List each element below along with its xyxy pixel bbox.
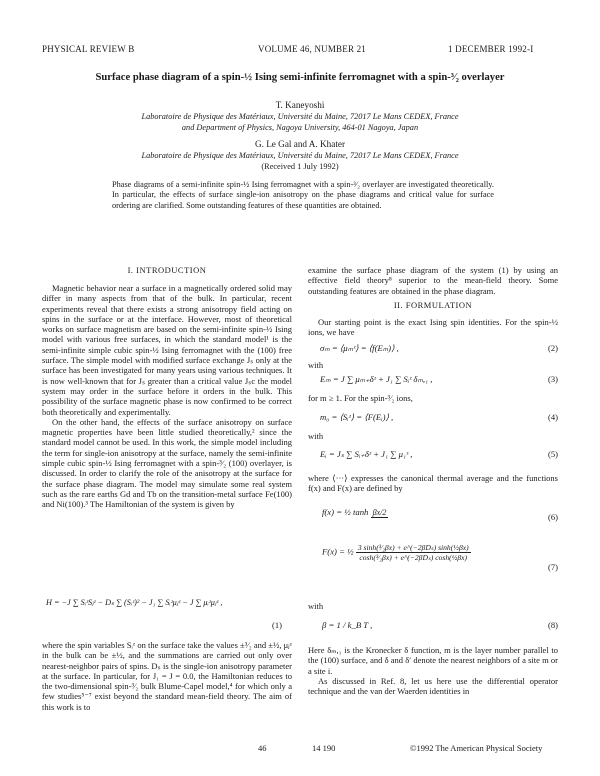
affiliation-2: Laboratoire de Physique des Matériaux, Université du Maine, 72017 Le Mans CEDEX, France — [141, 151, 459, 160]
equation-7-denominator: cosh(³⁄₂βx) + e^(−2βDₛ) cosh(½βx) — [359, 553, 468, 562]
equation-4-number: (4) — [548, 412, 558, 422]
equation-1: H = −J ∑ SᵢᶻSⱼᶻ − Dₛ ∑ (Sᵢᶻ)² − J₁ ∑ Sᵢᶻμⱼᶻ − J ∑ μᵢᶻμⱼᶻ , — [46, 598, 223, 607]
received-date: (Received 1 July 1992) — [261, 162, 339, 171]
author-2: G. Le Gal and A. Khater — [254, 139, 346, 149]
with-text-3: with — [308, 601, 324, 611]
affiliation-1a: Laboratoire de Physique des Matériaux, Université du Maine, 72017 Le Mans CEDEX, France — [141, 112, 459, 121]
formulation-paragraph-4-text: As discussed in Ref. 8, let us here use the differential operator technique and the van der Waerden identities in — [308, 675, 558, 697]
right-column-intro-continued — [308, 265, 558, 296]
issue-date: 1 DECEMBER 1992-I — [448, 44, 534, 54]
equation-7-fraction — [356, 543, 471, 562]
equation-7 — [322, 543, 471, 562]
section-introduction-title: I. INTRODUCTION — [127, 265, 207, 275]
formulation-paragraph-2 — [308, 473, 558, 494]
for-spin-text: for m ≥ 1. For the spin-³⁄₂ ions, — [308, 393, 413, 403]
intro-paragraph-1: Magnetic behavior near a surface in a magnetically ordered solid may differ in many aspects from that of the bulk. In particular, recent experiments reveal that there exists a strong anisotropy field acting on spins in the surface or at the interface. However, most of theoretical works on surface magnetism are based on the semi-infinite spin-½ Ising model with various free surfaces, in which the standard model¹ is the semi-infinite simple cubic spin-½ Ising ferromagnet with the (100) free surface. The simple model with modified surface exchange Jₛ only at the surface has been investigated for many years using various techniques. It is now well-known that for Jₛ greater than a critical value Jₛc the model system may order in the surface before it orders in the bulk. This possibility of the surface magnetic phase is now confirmed to be correct both theoretically and experimentally. — [42, 283, 292, 417]
equation-5-number: (5) — [548, 449, 558, 459]
intro-continued-text: examine the surface phase diagram of the system (1) by using an effective field theory⁸ superior to the mean-field theory. Some outstanding features are obtained in the phase diagram. — [308, 265, 558, 296]
equation-1-number: (1) — [272, 620, 282, 630]
equation-3: Eₘ = J ∑ μₘ₊δᶻ + J₁ ∑ Sᵢᶻ δₘ,₁ , — [320, 374, 433, 384]
paper-title: Surface phase diagram of a spin-½ Ising semi-infinite ferromagnet with a spin-³⁄₂ overlayer — [95, 72, 505, 83]
intro-paragraph-3-text: where the spin variables Sᵢᶻ on the surface take the values ±³⁄₂ and ±½, μⱼᶻ in the bulk can be ±½, and the summations are carried out only over nearest-neighbor pairs of spins. Dₛ is the single-ion anisotropy parameter at the surface. In particular, for J₁ = J = 0.0, the Hamiltonian reduces to the two-dimensional spin-³⁄₂ bulk Blume-Capel model,⁴ for which only a few studies⁵⁻⁷ exist beyond the standard mean-field theory. The aim of this work is to — [42, 640, 292, 712]
intro-paragraph-2: On the other hand, the effects of the surface anisotropy on surface magnetic properties have been little studied theoretically,² since the standard model cannot be used. In this work, the simple model including the term for single-ion anisotropy at the surface, namely the semi-infinite simple cubic spin-½ Ising ferromagnet with a spin-³⁄₂ (100) overlayer, is discussed. In order to clarify the role of the anisotropy at the surface for the surface phase diagram. The model may simulate some real system such as the rare earths Gd and Tb on the transition-metal surface Fe(100) and Ni(100).³ The Hamiltonian of the system is given by — [42, 416, 292, 510]
intro-paragraph-3 — [42, 640, 292, 712]
equation-8: β = 1 / k_B T , — [322, 620, 373, 630]
section-formulation-title: II. FORMULATION — [393, 300, 473, 310]
equation-7-lhs: F(x) = ½ — [322, 546, 354, 557]
equation-7-numerator: 3 sinh(³⁄₂βx) + e^(−2βDₛ) sinh(½βx) — [357, 543, 469, 552]
footer-page-number: 14 190 — [312, 743, 336, 753]
formulation-paragraph-1-text: Our starting point is the exact Ising spin identities. For the spin-½ ions, we have — [308, 317, 558, 338]
equation-4: m₀ = ⟨Sᵢᶻ⟩ = ⟨F(Eᵢ)⟩ , — [320, 412, 394, 422]
equation-2-number: (2) — [548, 343, 558, 353]
abstract: Phase diagrams of a semi-infinite spin-½ Ising ferromagnet with a spin-³⁄₂ overlayer are investigated theoretically. In particular, the effects of surface single-ion anisotropy on the phase diagrams and critical value for surface ordering are clarified. Some outstanding features of these quantities are obtained. — [112, 180, 494, 210]
equation-2: σₘ = ⟨μₘᶻ⟩ = ⟨f(Eₘ)⟩ , — [320, 343, 399, 353]
equation-8-number: (8) — [548, 620, 558, 630]
with-text-1: with — [308, 360, 324, 370]
equation-7-number: (7) — [548, 562, 558, 572]
author-1: T. Kaneyoshi — [275, 100, 325, 110]
volume-number: VOLUME 46, NUMBER 21 — [258, 44, 367, 54]
footer-copyright: ©1992 The American Physical Society — [410, 743, 543, 753]
equation-6-fraction — [371, 508, 389, 518]
footer-volume: 46 — [258, 743, 267, 753]
equation-6 — [322, 507, 388, 518]
with-text-2: with — [308, 431, 324, 441]
equation-3-number: (3) — [548, 374, 558, 384]
equation-6-argument: βx/2 — [372, 508, 387, 517]
equation-6-lhs: f(x) = ½ tanh — [322, 507, 369, 517]
formulation-paragraph-2-text: where ⟨···⟩ expresses the canonical thermal average and the functions f(x) and F(x) are defined by — [308, 473, 558, 494]
left-column-text — [42, 283, 292, 510]
equation-6-number: (6) — [548, 512, 558, 522]
formulation-paragraph-3-text: Here δₘ,₁ is the Kronecker δ function, m is the layer number parallel to the (100) surface, and δ and δ′ denote the nearest neighbors of a site m or a site i. — [308, 645, 558, 676]
equation-5: Eᵢ = Jₛ ∑ Sᵢ₊δᶻ + J₁ ∑ μ₁ᶻ , — [320, 449, 413, 459]
formulation-paragraph-3 — [308, 645, 558, 696]
formulation-paragraph-1 — [308, 317, 558, 338]
affiliation-1b: and Department of Physics, Nagoya University, 464-01 Nagoya, Japan — [181, 123, 419, 132]
journal-name: PHYSICAL REVIEW B — [42, 44, 135, 54]
